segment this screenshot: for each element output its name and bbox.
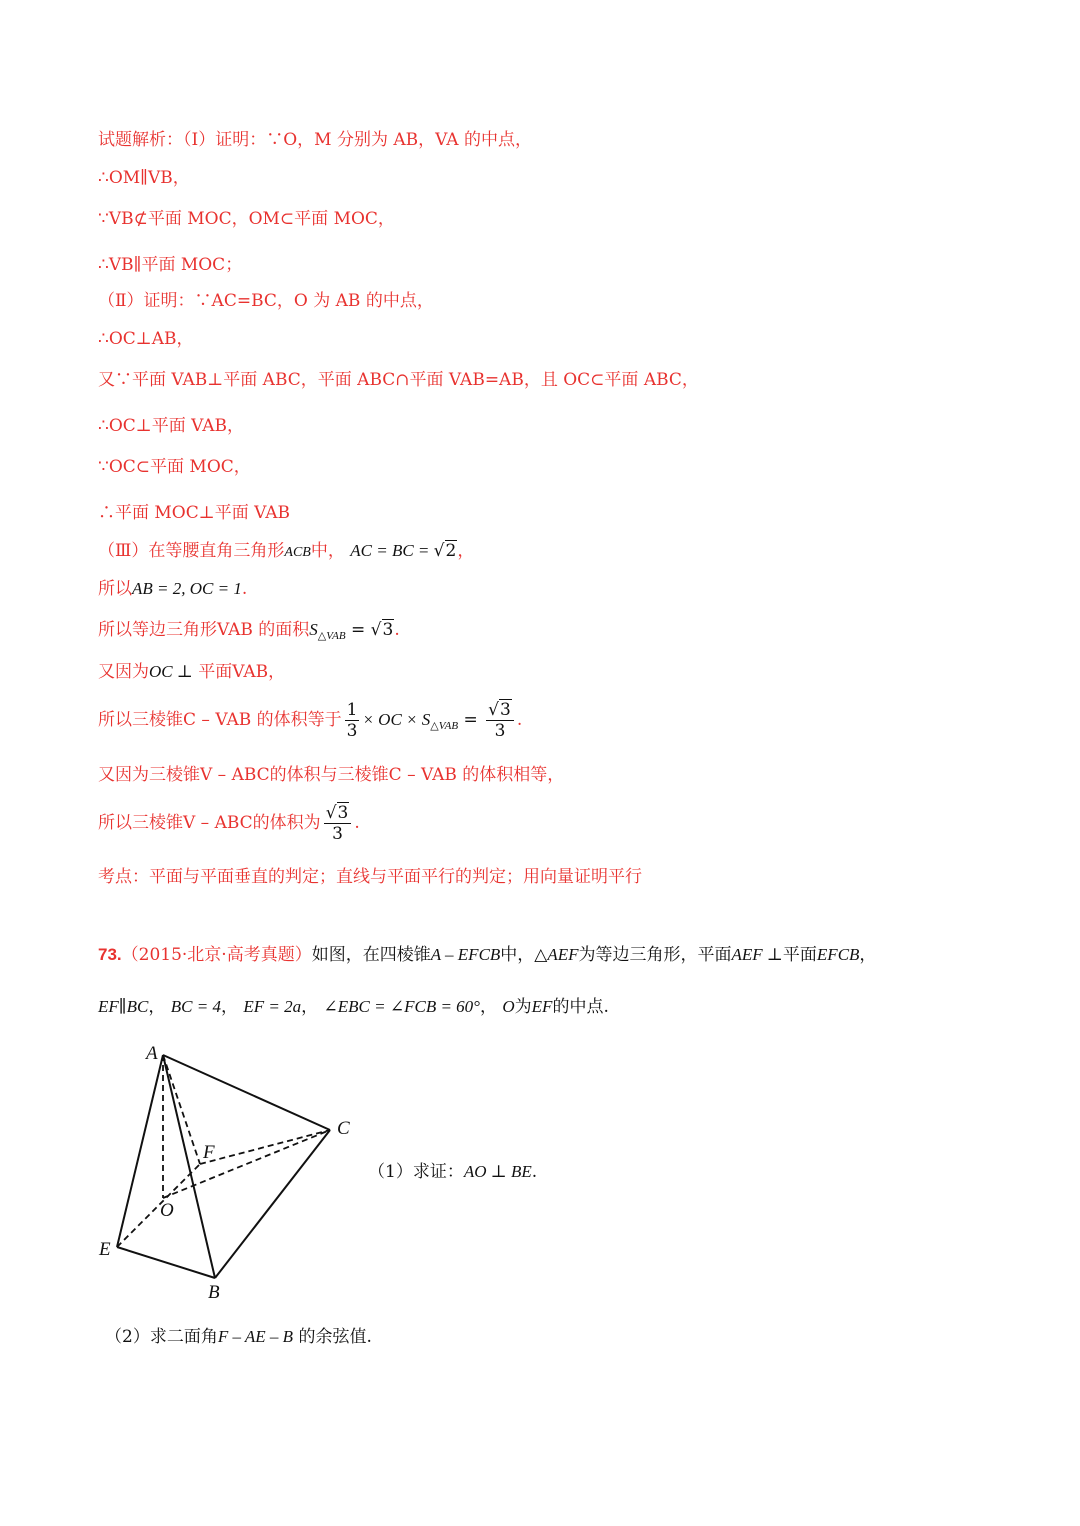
label-F: F bbox=[203, 1142, 215, 1163]
edge-AF bbox=[163, 1055, 200, 1164]
question-1: （1）求证：AO ⊥ BE. bbox=[368, 1162, 538, 1182]
solution-line-6: ∴OC⊥AB， bbox=[98, 329, 194, 349]
solution-line-17: 所以三棱锥V – ABC的体积为 $\frac{√3}{3}$ . bbox=[98, 803, 360, 844]
solution-line-11: （Ⅲ）在等腰直角三角形ACB中， AC = BC = √2， bbox=[98, 541, 475, 561]
solution-line-15: 所以三棱锥C – VAB 的体积等于 $\frac{1}{3}$ × OC × $S_{\triangle VAB}$ = $\frac{√3}{3}$ . bbox=[98, 700, 523, 741]
solution-line-16: 又因为三棱锥V – ABC的体积与三棱锥C – VAB 的体积相等， bbox=[98, 765, 565, 785]
label-A: A bbox=[146, 1043, 158, 1064]
solution-line-10: ∴平面 MOC⊥平面 VAB bbox=[98, 503, 291, 523]
edge-AB bbox=[163, 1055, 215, 1278]
edge-EF bbox=[117, 1164, 200, 1247]
pyramid-figure bbox=[90, 1035, 380, 1305]
solution-line-18: 考点：平面与平面垂直的判定；直线与平面平行的判定；用向量证明平行 bbox=[98, 867, 642, 887]
question-2: （2）求二面角F – AE – B 的余弦值. bbox=[105, 1327, 372, 1347]
solution-line-8: ∴OC⊥平面 VAB， bbox=[98, 416, 245, 436]
solution-line-9: ∵OC⊂平面 MOC， bbox=[98, 457, 251, 477]
sqrt-2: √2 bbox=[433, 541, 457, 561]
solution-line-7: 又∵平面 VAB⊥平面 ABC，平面 ABC∩平面 VAB=AB，且 OC⊂平面 ABC， bbox=[98, 370, 699, 390]
solution-line-5: （Ⅱ）证明：∵AC=BC，O 为 AB 的中点， bbox=[98, 291, 434, 311]
solution-line-4: ∴VB∥平面 MOC； bbox=[98, 255, 243, 275]
label-C: C bbox=[337, 1118, 350, 1139]
edge-AC bbox=[163, 1055, 330, 1130]
edge-AE bbox=[117, 1055, 163, 1247]
fraction-volume: $\frac{√3}{3}$ bbox=[324, 803, 352, 844]
label-E: E bbox=[99, 1239, 111, 1260]
label-O: O bbox=[160, 1200, 174, 1221]
sqrt-3: √3 bbox=[370, 620, 394, 640]
solution-line-2: ∴OM∥VB， bbox=[98, 168, 190, 188]
edge-FC bbox=[200, 1130, 330, 1164]
problem-73-line-2: EF∥BC， BC = 4， EF = 2a， ∠EBC = ∠FCB = 60°， O为EF的中点. bbox=[98, 997, 609, 1017]
fraction-one-third: $\frac{1}{3}$ bbox=[346, 700, 358, 741]
edge-BC bbox=[215, 1130, 330, 1278]
solution-line-1: 试题解析：（Ⅰ）证明：∵O，M 分别为 AB，VA 的中点， bbox=[98, 130, 532, 150]
label-B: B bbox=[208, 1282, 220, 1303]
solution-line-12: 所以AB = 2, OC = 1. bbox=[98, 579, 248, 599]
solution-line-14: 又因为OC ⊥ 平面VAB， bbox=[98, 662, 286, 682]
solution-line-3: ∵VB⊄平面 MOC，OM⊂平面 MOC， bbox=[98, 209, 395, 229]
fraction-sqrt3-over-3: $\frac{√3}{3}$ bbox=[486, 700, 514, 741]
edge-EB bbox=[117, 1247, 215, 1278]
solution-line-13: 所以等边三角形VAB 的面积$S_{\triangle VAB} = √3$. bbox=[98, 620, 400, 642]
problem-73-line-1: 73.（2015·北京·高考真题）如图，在四棱锥A – EFCB中，△AEF为等边三角形，平面AEF ⊥平面EFCB， bbox=[98, 945, 877, 965]
